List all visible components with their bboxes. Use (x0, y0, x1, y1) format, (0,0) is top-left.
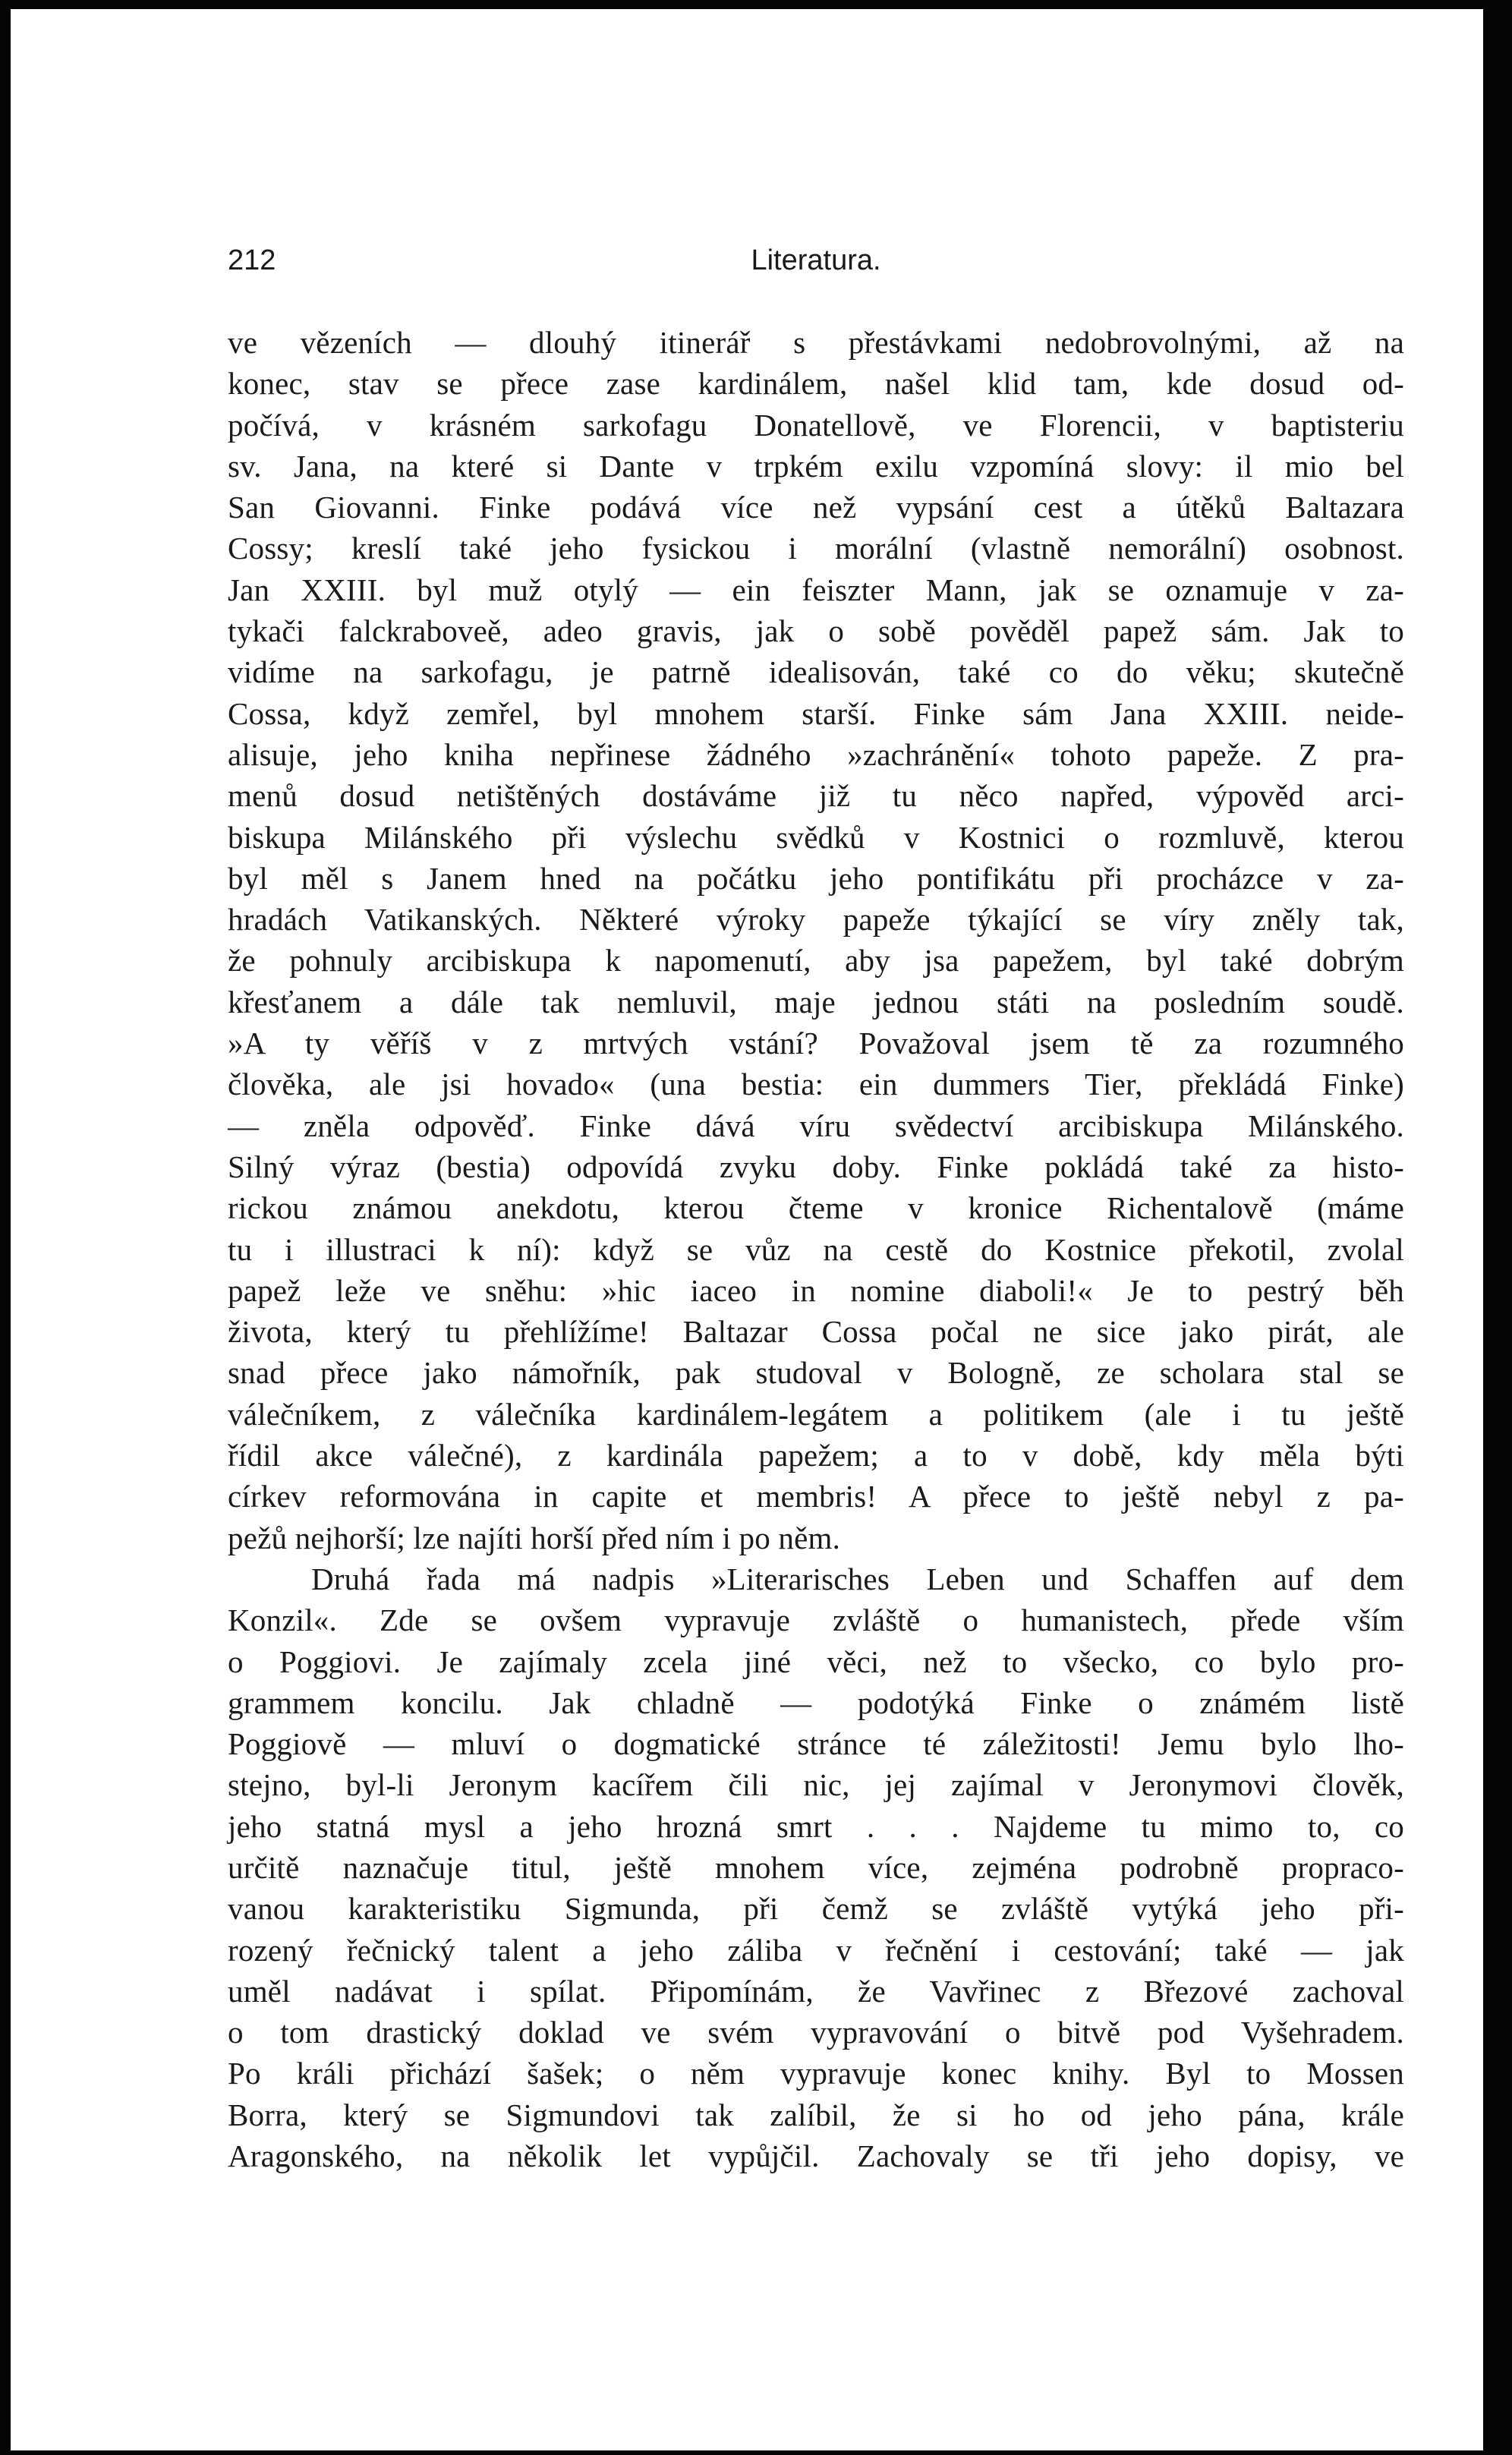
text-line: hradách Vatikanských. Některé výroky papeže týkající se víry zněly tak, (228, 902, 1404, 938)
text-line: alisuje, jeho kniha nepřinese žádného »zachránění« tohoto papeže. Z pra- (228, 736, 1404, 772)
page-content (228, 228, 1404, 2176)
scan-border-top (0, 0, 1512, 9)
text-line: ve vězeních — dlouhý itinerář s přestávkami nedobrovolnými, až na (228, 325, 1404, 360)
text-line: Druhá řada má nadpis »Literarisches Leben und Schaffen auf dem (311, 1561, 1404, 1596)
text-line: křesťanem a dále tak nemluvil, maje jednou státi na posledním soudě. (228, 984, 1404, 1020)
scan-border-bottom (0, 2450, 1512, 2455)
text-line: rickou známou anekdotu, kterou čteme v kronice Richentalově (máme (228, 1190, 1404, 1226)
text-line: válečníkem, z válečníka kardinálem-legátem a politikem (ale i tu ještě (228, 1396, 1404, 1432)
page-header (228, 228, 1404, 288)
text-line: sv. Jana, na které si Dante v trpkém exilu vzpomíná slovy: il mio bel (228, 448, 1404, 484)
text-line: uměl nadávat i spílat. Připomínám, že Vavřinec z Březové zachoval (228, 1973, 1404, 2009)
page-number: 212 (228, 244, 276, 276)
text-line: menů dosud netištěných dostáváme již tu něco napřed, výpověd arci- (228, 778, 1404, 814)
text-line: Cossy; kreslí také jeho fysickou i morální (vlastně nemorální) osobnost. (228, 531, 1404, 566)
text-line: Silný výraz (bestia) odpovídá zvyku doby. Finke pokládá také za histo- (228, 1149, 1404, 1184)
text-line: biskupa Milánského při výslechu svědků v Kostnici o rozmluvě, kterou (228, 819, 1404, 855)
text-line: byl měl s Janem hned na počátku jeho pontifikátu při procházce v za- (228, 860, 1404, 896)
body-text (228, 322, 1404, 2176)
text-line: života, který tu přehlížíme! Baltazar Cossa počal ne sice jako pirát, ale (228, 1314, 1404, 1350)
text-line: vanou karakteristiku Sigmunda, při čemž se zvláště vytýká jeho při- (228, 1891, 1404, 1927)
text-line: Cossa, když zemřel, byl mnohem starší. Finke sám Jana XXIII. neide- (228, 695, 1404, 731)
text-line: Konzil«. Zde se ovšem vypravuje zvláště o humanistech, přede vším (228, 1603, 1404, 1638)
text-line: papež leže ve sněhu: »hic iaceo in nomine diaboli!« Je to pestrý běh (228, 1272, 1404, 1308)
text-line: »A ty věříš v z mrtvých vstání? Považoval jsem tě za rozumného (228, 1026, 1404, 1061)
text-line: vidíme na sarkofagu, je patrně idealisován, také co do věku; skutečně (228, 654, 1404, 690)
text-line: Jan XXIII. byl muž otylý — ein feiszter Mann, jak se oznamuje v za- (228, 572, 1404, 607)
text-line: — zněla odpověď. Finke dává víru svědectví arcibiskupa Milánského. (228, 1108, 1404, 1143)
text-line: Aragonského, na několik let vypůjčil. Zachovaly se tři jeho dopisy, ve (228, 2138, 1404, 2174)
text-line: San Giovanni. Finke podává více než vypsání cest a útěků Baltazara (228, 490, 1404, 525)
text-line: počívá, v krásném sarkofagu Donatellově, ve Florencii, v baptisteriu (228, 407, 1404, 443)
running-title: Literatura. (751, 244, 881, 276)
text-line: řídil akce válečné), z kardinála papežem; a to v době, kdy měla býti (228, 1438, 1404, 1473)
text-line: o tom drastický doklad ve svém vypravování o bitvě pod Vyšehradem. (228, 2015, 1404, 2050)
text-line: rozený řečnický talent a jeho záliba v řečnění i cestování; také — jak (228, 1932, 1404, 1968)
scan-border-left (0, 0, 11, 2455)
text-line: že pohnuly arcibiskupa k napomenutí, aby jsa papežem, byl také dobrým (228, 943, 1404, 979)
text-line: o Poggiovi. Je zajímaly zcela jiné věci, než to všecko, co bylo pro- (228, 1643, 1404, 1679)
text-line: konec, stav se přece zase kardinálem, našel klid tam, kde dosud od- (228, 366, 1404, 402)
text-line: stejno, byl-li Jeronym kacířem čili nic, jej zajímal v Jeronymovi člověk, (228, 1767, 1404, 1803)
text-line: tykači falckraboveě, adeo gravis, jak o sobě pověděl papež sám. Jak to (228, 613, 1404, 649)
text-line: Borra, který se Sigmundovi tak zalíbil, že si ho od jeho pána, krále (228, 2097, 1404, 2132)
text-line: církev reformována in capite et membris! A přece to ještě nebyl z pa- (228, 1479, 1404, 1514)
text-line: snad přece jako námořník, pak studoval v Bologně, ze scholara stal se (228, 1355, 1404, 1391)
text-line: jeho statná mysl a jeho hrozná smrt . . . Najdeme tu mimo to, co (228, 1808, 1404, 1844)
text-line: grammem koncilu. Jak chladně — podotýká Finke o známém listě (228, 1684, 1404, 1720)
text-line: Poggiově — mluví o dogmatické stránce té záležitosti! Jemu bylo lho- (228, 1726, 1404, 1762)
text-line: tu i illustraci k ní): když se vůz na cestě do Kostnice překotil, zvolal (228, 1231, 1404, 1267)
scan-border-right (1483, 0, 1512, 2455)
text-line: pežů nejhorší; lze najíti horší před ním i po něm. (228, 1520, 841, 1555)
text-line: Po králi přichází šašek; o něm vypravuje konec knihy. Byl to Mossen (228, 2056, 1404, 2091)
text-line: člověka, ale jsi hovado« (una bestia: ein dummers Tier, překládá Finke) (228, 1067, 1404, 1102)
text-line: určitě naznačuje titul, ještě mnohem více, zejména podrobně propraco- (228, 1849, 1404, 1885)
